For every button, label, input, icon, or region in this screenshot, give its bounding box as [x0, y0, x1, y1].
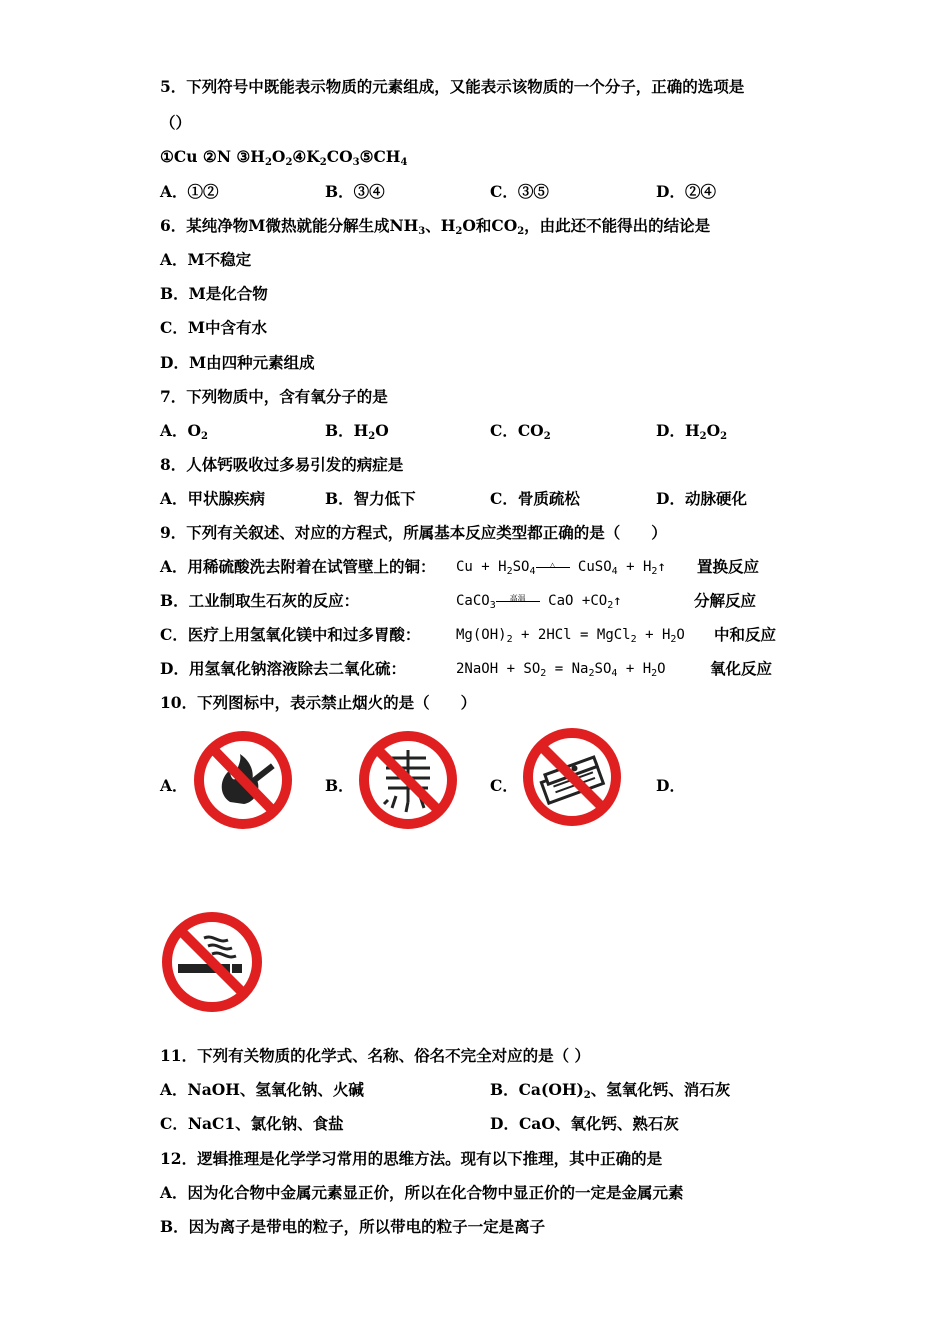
q5-option-a[interactable]: A．①② [160, 182, 219, 201]
q7-option-a[interactable]: A．$O_2$ [160, 421, 208, 442]
q10-label-d[interactable]: D． [656, 776, 685, 795]
q10-label-b[interactable]: B． [325, 776, 354, 795]
no-open-flame-icon[interactable] [190, 728, 296, 832]
q9-option-a-text[interactable]: A．用稀硫酸洗去附着在试管壁上的铜： [160, 557, 436, 576]
q10-stem: 10．下列图标中，表示禁止烟火的是（ ） [160, 693, 477, 712]
q8-option-a[interactable]: A．甲状腺疾病 [160, 489, 266, 508]
q9-option-a-type: 置换反应 [697, 557, 760, 576]
q8-stem: 8．人体钙吸收过多易引发的病症是 [160, 455, 404, 474]
q10-label-c[interactable]: C． [490, 776, 518, 795]
q11-stem: 11．下列有关物质的化学式、名称、俗名不完全对应的是（ ） [160, 1046, 590, 1065]
q11-option-a[interactable]: A．NaOH、氢氧化钠、火碱 [160, 1080, 364, 1099]
q8-option-d[interactable]: D．动脉硬化 [656, 489, 747, 508]
q7-stem: 7．下列物质中，含有氧分子的是 [160, 387, 388, 406]
q9-option-d-text[interactable]: D．用氢氧化钠溶液除去二氧化硫： [160, 659, 406, 678]
q5-option-c[interactable]: C．③⑤ [490, 182, 549, 201]
q9-option-d-equation: 2NaOH + $SO_2 = Na_2SO_4 + H_2O$ [456, 661, 666, 679]
q9-option-b-text[interactable]: B．工业制取生石灰的反应： [160, 591, 360, 610]
q9-option-b-type: 分解反应 [694, 591, 757, 610]
q12-stem: 12．逻辑推理是化学学习常用的思维方法。现有以下推理，其中正确的是 [160, 1149, 663, 1168]
q7-option-d[interactable]: D．$H_2O_2$ [656, 421, 728, 442]
q11-option-c[interactable]: C．NaC1、氯化钠、食盐 [160, 1114, 344, 1133]
q5-option-b[interactable]: B．③④ [325, 182, 385, 201]
q5-paren: （） [160, 113, 192, 132]
q9-option-b-equation: CaCO$_3$ 高温 CaO $+CO_2↑$ [456, 593, 622, 611]
q5-option-d[interactable]: D．②④ [656, 182, 716, 201]
q5-symbols: ①Cu ②N $③H_2O_2④K_2CO_3⑤CH_4$ [160, 147, 408, 168]
q9-option-d-type: 氧化反应 [710, 659, 773, 678]
q12-option-a[interactable]: A．因为化合物中金属元素显正价，所以在化合物中显正价的一定是金属元素 [160, 1183, 684, 1202]
q10-label-a[interactable]: A． [160, 776, 188, 795]
q11-option-d[interactable]: D．CaO、氧化钙、熟石灰 [490, 1114, 679, 1133]
q6-option-b[interactable]: B．M是化合物 [160, 284, 268, 303]
q11-option-b[interactable]: B．$Ca(OH)_2$、氢氧化钙、消石灰 [490, 1080, 731, 1101]
q6-stem: 6．某纯净物M微热就能分解生成$NH_3$、$H_2O$和$CO_2$，由此还不能得出的结论是 [160, 216, 711, 237]
q9-option-c-text[interactable]: C．医疗上用氢氧化镁中和过多胃酸： [160, 625, 421, 644]
no-matches-icon[interactable] [519, 724, 625, 830]
q9-option-c-type: 中和反应 [714, 625, 777, 644]
q6-option-d[interactable]: D．M由四种元素组成 [160, 353, 315, 372]
q9-option-a-equation: $Cu + H_2SO_4$ △ CuSO$_4$ + $H_2↑$ [456, 559, 666, 577]
no-fireworks-icon[interactable] [356, 728, 460, 832]
q7-option-c[interactable]: C．$CO_2$ [490, 421, 551, 442]
q8-option-c[interactable]: C．骨质疏松 [490, 489, 580, 508]
no-smoking-icon[interactable] [160, 910, 266, 1014]
q9-stem: 9．下列有关叙述、对应的方程式，所属基本反应类型都正确的是（ ） [160, 523, 667, 542]
high-temp-condition-arrow: 高温 [496, 594, 540, 608]
q9-option-c-equation: $Mg(OH)_2 + 2HCl$ = MgCl$_2$ + $H_2O$ [456, 627, 685, 645]
q6-option-a[interactable]: A．M不稳定 [160, 250, 252, 269]
heat-condition-arrow: △ [536, 560, 570, 574]
q12-option-b[interactable]: B．因为离子是带电的粒子，所以带电的粒子一定是离子 [160, 1217, 546, 1236]
q6-option-c[interactable]: C．M中含有水 [160, 318, 267, 337]
q7-option-b[interactable]: B．$H_2O$ [325, 421, 389, 442]
q8-option-b[interactable]: B．智力低下 [325, 489, 416, 508]
q5-stem: 5．下列符号中既能表示物质的元素组成，又能表示该物质的一个分子，正确的选项是 [160, 77, 745, 96]
